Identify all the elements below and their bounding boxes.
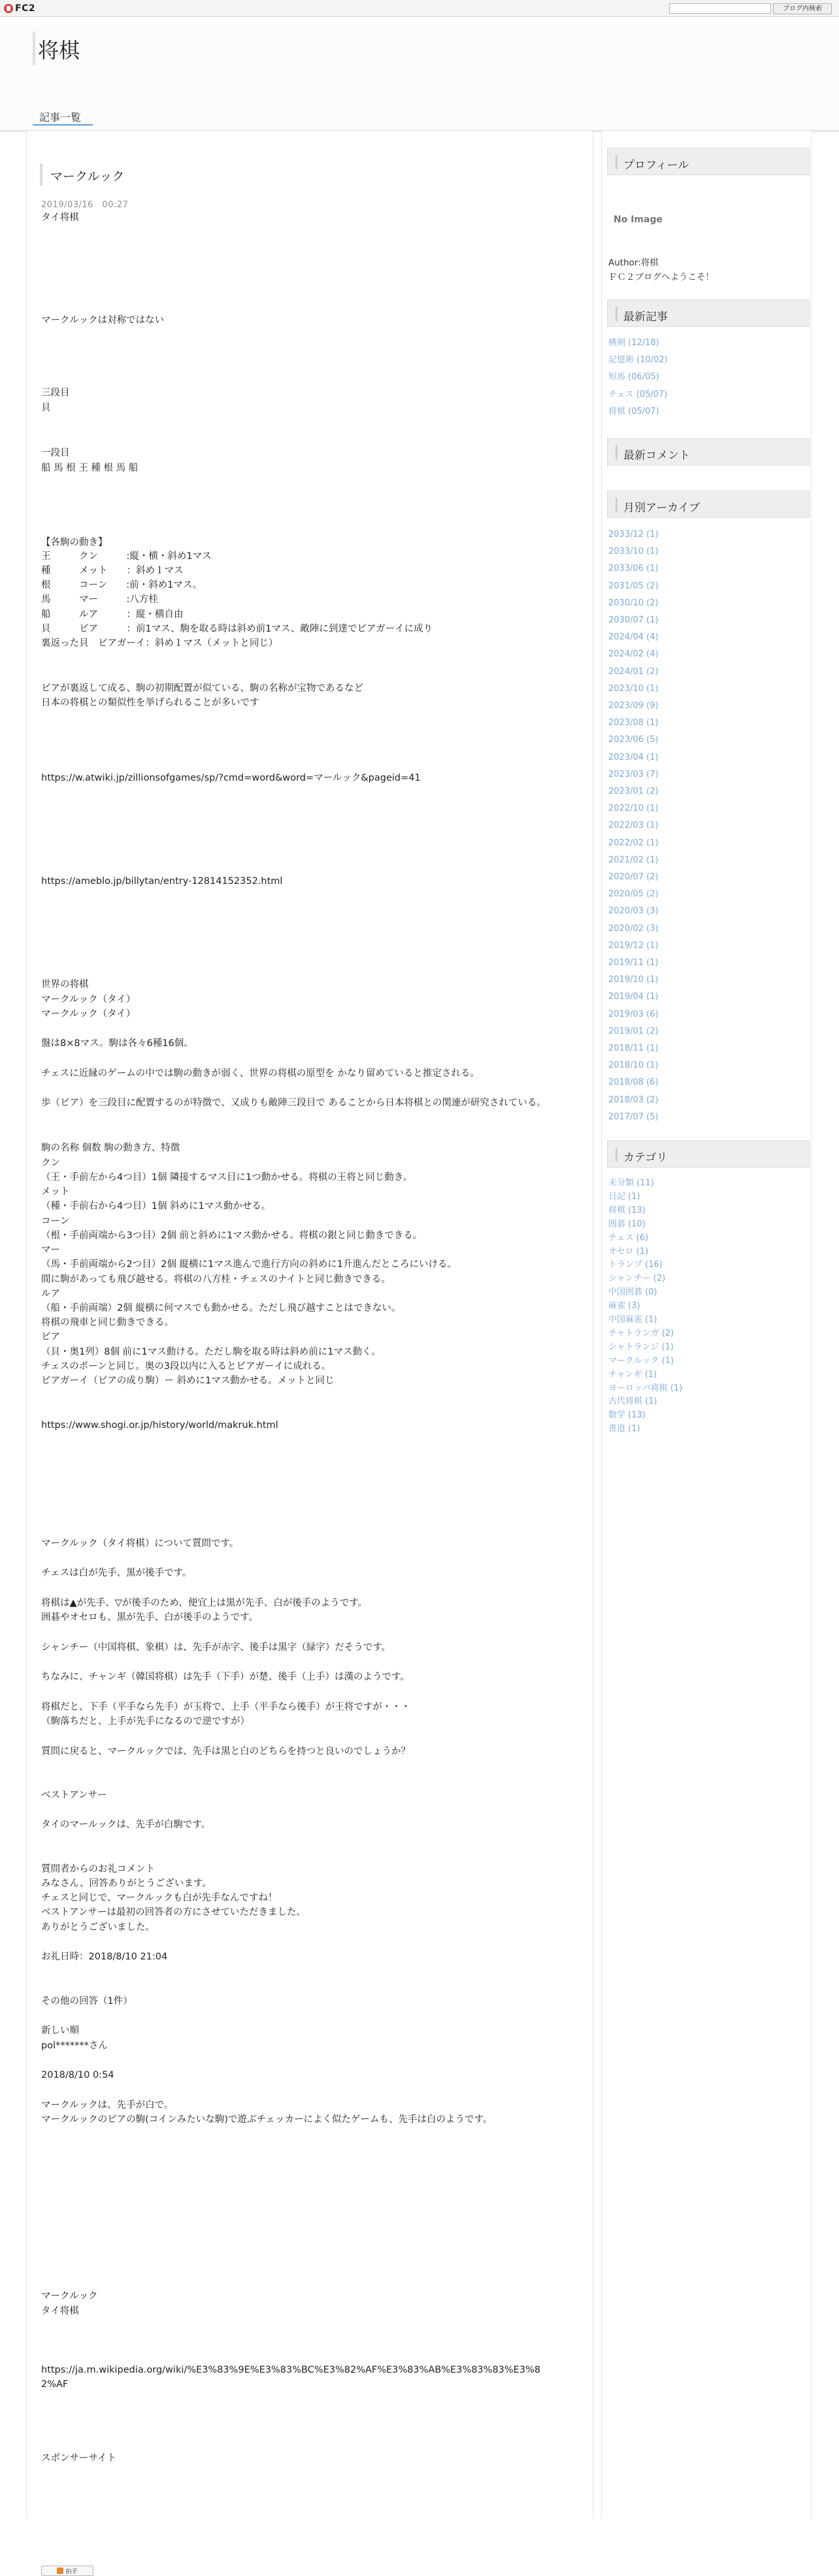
entry-text-line: メット bbox=[41, 1187, 70, 1197]
sidebar-link[interactable]: 2021/02 (1) bbox=[608, 855, 659, 865]
sidebar-link[interactable]: 2018/10 (1) bbox=[608, 1060, 659, 1071]
site-title[interactable]: 将棋 bbox=[38, 38, 80, 63]
sidebar bbox=[601, 131, 812, 2518]
fc2-logo[interactable] bbox=[4, 3, 35, 14]
widget-title-text: 月別アーカイブ bbox=[623, 501, 700, 515]
entry-text-line: 馬 マー :八方桂 bbox=[41, 594, 158, 605]
sidebar-link[interactable]: 麻雀 (3) bbox=[608, 1301, 640, 1312]
entry-text-line: マー bbox=[41, 1245, 60, 1255]
nav-article-list[interactable]: 記事一覧 bbox=[39, 111, 82, 124]
sidebar-link[interactable]: 2030/07 (1) bbox=[608, 615, 659, 625]
entry-text-line: 貝 ビア ：前1マス、駒を取る時は斜め前1マス、敵陣に到達でビアガーイに成り bbox=[41, 624, 433, 634]
entry-link[interactable]: https://w.atwiki.jp/zillionsofgames/sp/?cmd=word&word=マールック&pageid=41 bbox=[41, 773, 421, 783]
entry-title-accent bbox=[40, 163, 42, 186]
entry-text-line: タイ将棋 bbox=[41, 2306, 79, 2316]
sidebar-link[interactable]: 横剣 (12/18) bbox=[608, 338, 659, 348]
sidebar-link[interactable]: 中国囲碁 (0) bbox=[608, 1287, 657, 1298]
entry-text-line: 質問者からのお礼コメント bbox=[41, 1864, 155, 1874]
entry-text-line: ビアガーイ（ビアの成り駒）ー 斜めに1マス動かせる。メットと同じ bbox=[41, 1376, 335, 1386]
entry-text-line: マークルック（タイ） bbox=[41, 1009, 136, 1019]
widget-title-accent bbox=[616, 498, 617, 512]
widget-title-accent bbox=[616, 307, 617, 321]
entry-text-line: マークルックは、先手が白で。 bbox=[41, 2100, 174, 2110]
sidebar-link[interactable]: 日記 (1) bbox=[608, 1191, 640, 1202]
entry-text-line: 日本の将棋との類似性を挙げられることが多いです bbox=[41, 698, 259, 708]
sidebar-link[interactable]: 将棋 (13) bbox=[608, 1205, 646, 1215]
fc2-topbar bbox=[0, 0, 839, 17]
entry-text-line: 囲碁やオセロも、黒が先手、白が後手のようです。 bbox=[41, 1612, 258, 1623]
entry-text-line: マークルック（タイ） bbox=[41, 994, 136, 1005]
sidebar-link[interactable]: 書道 (1) bbox=[608, 1424, 640, 1434]
sidebar-link[interactable]: マークルック (1) bbox=[608, 1355, 674, 1366]
sidebar-link[interactable]: 2020/03 (3) bbox=[608, 906, 659, 917]
sidebar-link[interactable]: トランプ (16) bbox=[608, 1260, 663, 1270]
sidebar-link[interactable]: 2020/05 (2) bbox=[608, 889, 659, 900]
sidebar-link[interactable]: 2030/10 (2) bbox=[608, 598, 659, 608]
sidebar-link[interactable]: 2018/03 (2) bbox=[608, 1094, 659, 1105]
entry-text-line: マークルック（タイ将棋）について質問です。 bbox=[41, 1538, 239, 1549]
entry-text-line: 質問に戻ると、マークルックでは、先手は黒と白のどちらを持つと良いのでしょうか？ bbox=[41, 1746, 411, 1757]
sidebar-link[interactable]: 2018/08 (6) bbox=[608, 1077, 659, 1088]
clap-button[interactable] bbox=[41, 2566, 93, 2576]
sidebar-link[interactable]: 2033/10 (1) bbox=[608, 547, 659, 557]
entry-text-line: 根 コーン :前・斜め1マス。 bbox=[41, 580, 203, 590]
sidebar-link[interactable]: 2023/08 (1) bbox=[608, 718, 659, 728]
entry-text-line: ベストアンサーは最初の回答者の方にさせていただきました。 bbox=[41, 1907, 306, 1918]
fc2-logo-text: FC2 bbox=[15, 3, 36, 14]
entry-text-line: マークルックのビアの駒(コインみたいな駒)で遊ぶチェッカーによく似たゲームも、先手は白のようです。 bbox=[41, 2114, 493, 2125]
entry-text-line: 歩（ビア）を三段目に配置するのが特徴で、又成りも敵陣三段目で あることから日本将棋との関連が研究されている。 bbox=[41, 1098, 546, 1108]
sidebar-link[interactable]: ヨーロッパ将棋 (1) bbox=[608, 1383, 683, 1393]
sidebar-link[interactable]: 2033/06 (1) bbox=[608, 564, 659, 574]
entry-text-line: 駒の名称 個数 駒の動き方、特徴 bbox=[41, 1143, 180, 1153]
entry-text-line: 王 クン :縦・横・斜め1マス bbox=[41, 551, 212, 562]
sidebar-link[interactable]: 2019/12 (1) bbox=[608, 940, 659, 951]
entry-text-line: その他の回答（1件） bbox=[41, 1996, 133, 2007]
entry-text-line: コーン bbox=[41, 1216, 70, 1227]
entry-text-line: （馬・手前両端から2つ目）2個 縦横に1マス進んで進行方向の斜めに1升進んだところにいける。 bbox=[41, 1259, 457, 1270]
sidebar-link[interactable]: 2017/07 (5) bbox=[608, 1111, 659, 1122]
clap-icon bbox=[57, 2568, 63, 2574]
entry-text-line: チェスに近縁のゲームの中では駒の動きが弱く、世界の将棋の原型を かなり留めていると推定される。 bbox=[41, 1068, 480, 1079]
entry-text-line: （根・手前両端から3つ目）2個 前と斜めに1マス動かせる。将棋の銀と同じ動きできる。 bbox=[41, 1230, 423, 1241]
sidebar-link[interactable]: 2024/02 (4) bbox=[608, 649, 659, 660]
entry-text-line: 一段目 bbox=[41, 448, 70, 458]
entry-link[interactable]: https://ameblo.jp/billytan/entry-12814152352.html bbox=[41, 876, 283, 887]
entry-text-line: ビア bbox=[41, 1332, 60, 1342]
clap-label: 拍手 bbox=[65, 2568, 78, 2575]
sidebar-link[interactable]: 2019/11 (1) bbox=[608, 958, 659, 968]
widget-title-recent-comments bbox=[607, 438, 810, 466]
widget-title-accent bbox=[616, 445, 617, 460]
widget-title-text: 最新コメント bbox=[623, 449, 690, 462]
widget-title-text: プロフィール bbox=[623, 159, 689, 172]
sidebar-link[interactable]: チャンギ (1) bbox=[608, 1369, 657, 1380]
entry-text-line: （種・手前右から4つ目）1個 斜めに1マス動かせる。 bbox=[41, 1201, 271, 1212]
widget-title-categories bbox=[607, 1140, 810, 1168]
widget-title-archives bbox=[607, 490, 810, 518]
sidebar-link[interactable]: チャトランガ (2) bbox=[608, 1328, 674, 1338]
entry-text-line: 裏返った貝 ビアガーイ：斜め１マス（メットと同じ） bbox=[41, 638, 278, 649]
sidebar-link[interactable]: 2024/01 (2) bbox=[608, 666, 659, 677]
sidebar-link[interactable]: 2031/05 (2) bbox=[608, 581, 659, 591]
sidebar-link[interactable]: 2023/01 (2) bbox=[608, 787, 659, 796]
sidebar-link[interactable]: 2023/09 (9) bbox=[608, 701, 659, 711]
sidebar-link[interactable]: 囲碁 (10) bbox=[608, 1219, 646, 1229]
entry-text-line: 船 馬 根 王 種 根 馬 船 bbox=[41, 463, 139, 473]
entry-text-line: ビアが裏返して成る、駒の初期配置が似ている、駒の名称が宝物であるなど bbox=[41, 683, 363, 694]
entry-text-line: （船・手前両端）2個 縦横に何マスでも動かせる。ただし飛び越すことはできない。 bbox=[41, 1303, 401, 1313]
sidebar-link[interactable]: 未分類 (11) bbox=[608, 1178, 654, 1188]
entry-text-line: シャンチー（中国将棋、象棋）は、先手が赤字、後手は黒字（緑字）だそうです。 bbox=[41, 1642, 391, 1653]
title-accent-bar bbox=[33, 31, 35, 65]
widget-title-text: 最新記事 bbox=[623, 311, 668, 324]
entry-text-line: 【各駒の動き】 bbox=[41, 537, 108, 548]
sidebar-link[interactable]: 2023/04 (1) bbox=[608, 752, 659, 762]
blog-header bbox=[0, 17, 839, 131]
entry-text-line: 2018/8/10 0:54 bbox=[41, 2070, 114, 2080]
sidebar-link[interactable]: 2023/03 (7) bbox=[608, 769, 659, 779]
entry-text-line: チェスのポーンと同じ。奥の3段以内に入るとビアガーイに成れる。 bbox=[41, 1361, 331, 1372]
entry-link[interactable]: https://ja.m.wikipedia.org/wiki/%E3%83%9E%E3%83%BC%E3%82%AF%E3%83%AB%E3%83%83%E3%8 bbox=[41, 2365, 541, 2375]
entry-link[interactable]: https://www.shogi.or.jp/history/world/makruk.html bbox=[41, 1420, 278, 1431]
entry-text-line: ありがとうございました。 bbox=[41, 1922, 155, 1933]
entry-text-line: 世界の将棋 bbox=[41, 979, 89, 990]
sidebar-link[interactable]: オセロ (1) bbox=[608, 1246, 649, 1257]
widget-title-profile bbox=[607, 148, 810, 175]
sidebar-link[interactable]: 2019/01 (2) bbox=[608, 1026, 659, 1036]
entry-header bbox=[40, 163, 576, 186]
entry-text-line: 三段目 bbox=[41, 388, 70, 398]
sidebar-link[interactable]: 将棋 (05/07) bbox=[608, 406, 659, 416]
profile-no-image: No Image bbox=[614, 214, 663, 225]
entry-text-line: ルア bbox=[41, 1289, 60, 1299]
entry-text-line: マークルック bbox=[41, 2291, 98, 2301]
entry-text-line: 種 メット ：斜め１マス bbox=[41, 566, 184, 576]
entry-text-line: 将棋だと、下手（平手なら先手）が玉将で、上手（平手なら後手）が王将ですが・・・ bbox=[41, 1702, 411, 1712]
sidebar-link[interactable]: 記憶術 (10/02) bbox=[608, 355, 668, 365]
sidebar-link[interactable]: 2020/02 (3) bbox=[608, 923, 659, 934]
entry-text-line: チェスと同じで、マークルックも白が先手なんですね！ bbox=[41, 1893, 278, 1903]
widget-title-accent bbox=[616, 1147, 617, 1162]
sidebar-link[interactable]: 2033/12 (1) bbox=[608, 530, 659, 539]
widget-title-recent-posts bbox=[607, 299, 810, 327]
sidebar-link[interactable]: 古代将棋 (1) bbox=[608, 1397, 657, 1407]
entry-text-line: スポンサーサイト bbox=[41, 2453, 116, 2464]
entry-text-line: マークルックは対称ではない bbox=[41, 315, 165, 326]
entry-text-line: pol*******さん bbox=[41, 2041, 108, 2051]
sidebar-link[interactable]: 2024/04 (4) bbox=[608, 632, 659, 643]
nav-active-underline bbox=[33, 124, 93, 126]
sidebar-link[interactable]: シャトランジ (1) bbox=[608, 1342, 674, 1352]
widget-title-accent bbox=[616, 155, 617, 169]
entry-title[interactable]: マークルック bbox=[50, 169, 125, 184]
entry-text-line: ちなみに、チャンギ（韓国将棋）は先手（下手）が楚、後手（上手）は漢のようです。 bbox=[41, 1672, 410, 1682]
entry-text-line: 間に駒があっても飛び越せる。将棋の八方桂・チェスのナイトと同じ動きできる。 bbox=[41, 1274, 391, 1285]
blog-search-button[interactable]: ブログ内検索 bbox=[773, 3, 832, 14]
entry-text-line: 船 ルア ：縦・横自由 bbox=[41, 609, 184, 620]
sidebar-link[interactable]: 2022/03 (1) bbox=[608, 821, 659, 831]
profile-greeting: ＦＣ２ブログへようこそ！ bbox=[608, 272, 714, 282]
sidebar-link[interactable]: 短馬 (06/05) bbox=[608, 372, 659, 382]
entry-text-line: 将棋は▲が先手、▽が後手のため、便宜上は黒が先手、白が後手のようです。 bbox=[41, 1598, 368, 1608]
entry-text-line: クン bbox=[41, 1158, 60, 1168]
entry-text-line: タイのマールックは、先手が白駒です。 bbox=[41, 1820, 211, 1830]
entry-text-line: 新しい順 bbox=[41, 2025, 79, 2036]
sidebar-link[interactable]: 2022/10 (1) bbox=[608, 804, 659, 814]
sidebar-link[interactable]: 中国麻雀 (1) bbox=[608, 1315, 657, 1325]
sidebar-link[interactable]: 2018/11 (1) bbox=[608, 1043, 659, 1053]
sidebar-link[interactable]: 数学 (13) bbox=[608, 1410, 646, 1421]
entry-text-line: 盤は8×8マス。駒は各々6種16個。 bbox=[41, 1038, 193, 1049]
blog-search-input[interactable] bbox=[669, 3, 771, 14]
sidebar-link[interactable]: チェス (05/07) bbox=[608, 389, 668, 399]
widget-title-text: カテゴリ bbox=[623, 1151, 668, 1164]
entry-text-line: （王・手前左から4つ目）1個 隣接するマス目に1つ動かせる。将棋の王将と同じ動き。 bbox=[41, 1172, 413, 1183]
sidebar-link[interactable]: 2022/02 (1) bbox=[608, 838, 659, 848]
entry-text-line: （貝・奥1列）8個 前に1マス動ける。ただし駒を取る時は斜め前に1マス動く。 bbox=[41, 1347, 381, 1357]
main-column bbox=[26, 131, 593, 2575]
entry-date: 2019/03/16 00:27 bbox=[41, 200, 129, 210]
entry-text-line: 貝 bbox=[41, 403, 51, 413]
sidebar-link[interactable]: 2023/10 (1) bbox=[608, 683, 659, 694]
entry-text-line: チェスは白が先手、黒が後手です。 bbox=[41, 1568, 192, 1578]
entry-text-line: ベストアンサー bbox=[41, 1790, 107, 1801]
sidebar-link[interactable]: 2019/03 (6) bbox=[608, 1009, 659, 1019]
profile-author: Author:将棋 bbox=[608, 258, 659, 268]
entry-text-line: （駒落ちだと、上手が先手になるので逆ですが） bbox=[41, 1716, 250, 1727]
sidebar-link[interactable]: シャンチー (2) bbox=[608, 1274, 666, 1284]
sidebar-link[interactable]: 2019/04 (1) bbox=[608, 992, 659, 1002]
entry-text-line: 将棋の飛車と同じ動きできる。 bbox=[41, 1317, 174, 1328]
sidebar-link[interactable]: 2020/07 (2) bbox=[608, 872, 659, 882]
sidebar-link[interactable]: 2023/06 (5) bbox=[608, 735, 659, 745]
entry-text-line: みなさん、回答ありがとうございます。 bbox=[41, 1878, 212, 1889]
entry-text-line: タイ将棋 bbox=[41, 212, 79, 223]
entry-text-line: 2%AF bbox=[41, 2379, 69, 2390]
entry-text-line: お礼日時：2018/8/10 21:04 bbox=[41, 1952, 168, 1962]
sidebar-link[interactable]: 2019/10 (1) bbox=[608, 975, 659, 985]
sidebar-link[interactable]: チェス (6) bbox=[608, 1232, 649, 1243]
fc2-logo-icon bbox=[4, 4, 13, 13]
